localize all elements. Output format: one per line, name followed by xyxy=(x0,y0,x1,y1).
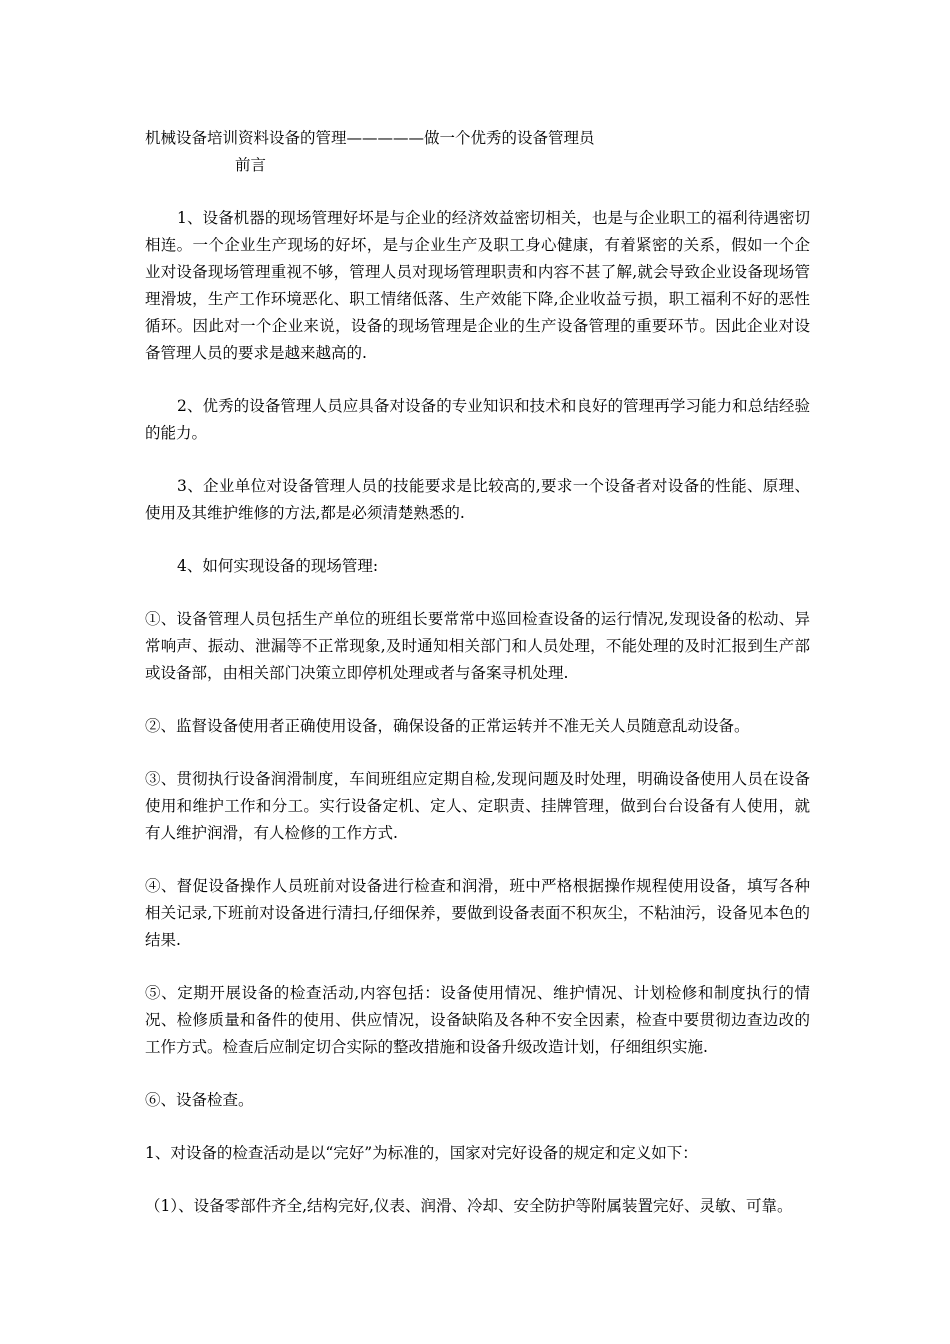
inspection-standard: 1、对设备的检查活动是以“完好”为标准的，国家对完好设备的规定和定义如下： xyxy=(145,1144,698,1162)
list-item-4: ④、督促设备操作人员班前对设备进行检查和润滑，班中严格根据操作规程使用设备，填写各种相关记录,下班前对设备进行清扫,仔细保养，要做到设备表面不积灰尘，不粘油污，设备见本色的结果. xyxy=(145,877,810,949)
list-item-5: ⑤、定期开展设备的检查活动,内容包括：设备使用情况、维护情况、计划检修和制度执行的情况、检修质量和备件的使用、供应情况，设备缺陷及各种不安全因素，检查中要贯彻边查边改的工作方式。检查后应制定切合实际的整改措施和设备升级改造计划，仔细组织实施. xyxy=(145,984,810,1056)
paragraph-spacer xyxy=(145,687,810,713)
paragraph-spacer xyxy=(145,179,810,205)
paragraph-spacer xyxy=(145,1167,810,1193)
paragraph-4: 4、如何实现设备的现场管理: xyxy=(177,557,379,575)
paragraph-spacer xyxy=(145,847,810,873)
paragraph-spacer xyxy=(145,954,810,980)
standard-item-1: （1）、设备零部件齐全,结构完好,仪表、润滑、冷却、安全防护等附属装置完好、灵敏、可靠。 xyxy=(145,1197,793,1215)
paragraph-3: 3、企业单位对设备管理人员的技能要求是比较高的,要求一个设备者对设备的性能、原理、使用及其维护维修的方法,都是必须清楚熟悉的. xyxy=(145,477,810,522)
list-item-1: ①、设备管理人员包括生产单位的班组长要常常中巡回检查设备的运行情况,发现设备的松动、异常响声、振动、泄漏等不正常现象,及时通知相关部门和人员处理，不能处理的及时汇报到生产部或设备部，由相关部门决策立即停机处理或者与备案寻机处理. xyxy=(145,610,810,682)
document-subtitle: 前言 xyxy=(235,156,267,174)
list-item-6: ⑥、设备检查。 xyxy=(145,1091,254,1109)
paragraph-spacer xyxy=(145,1114,810,1140)
paragraph-spacer xyxy=(145,740,810,766)
paragraph-spacer xyxy=(145,580,810,606)
document-body xyxy=(145,125,810,1220)
paragraph-2: 2、优秀的设备管理人员应具备对设备的专业知识和技术和良好的管理再学习能力和总结经验的能力。 xyxy=(145,397,810,442)
paragraph-spacer xyxy=(145,367,810,393)
paragraph-spacer xyxy=(145,447,810,473)
paragraph-spacer xyxy=(145,527,810,553)
paragraph-1: 1、设备机器的现场管理好坏是与企业的经济效益密切相关，也是与企业职工的福利待遇密切相连。一个企业生产现场的好坏，是与企业生产及职工身心健康，有着紧密的关系，假如一个企业对设备现场管理重视不够，管理人员对现场管理职责和内容不甚了解,就会导致企业设备现场管理滑坡，生产工作环境恶化、职工情绪低落、生产效能下降,企业收益亏损，职工福利不好的恶性循环。因此对一个企业来说，设备的现场管理是企业的生产设备管理的重要环节。因此企业对设备管理人员的要求是越来越高的. xyxy=(145,209,810,362)
paragraph-spacer xyxy=(145,1061,810,1087)
document-title: 机械设备培训资料设备的管理—————做一个优秀的设备管理员 xyxy=(145,129,595,147)
list-item-3: ③、贯彻执行设备润滑制度，车间班组应定期自检,发现问题及时处理，明确设备使用人员在设备使用和维护工作和分工。实行设备定机、定人、定职责、挂牌管理，做到台台设备有人使用，就有人维护润滑，有人检修的工作方式. xyxy=(145,770,810,842)
list-item-2: ②、监督设备使用者正确使用设备，确保设备的正常运转并不准无关人员随意乱动设备。 xyxy=(145,717,750,735)
